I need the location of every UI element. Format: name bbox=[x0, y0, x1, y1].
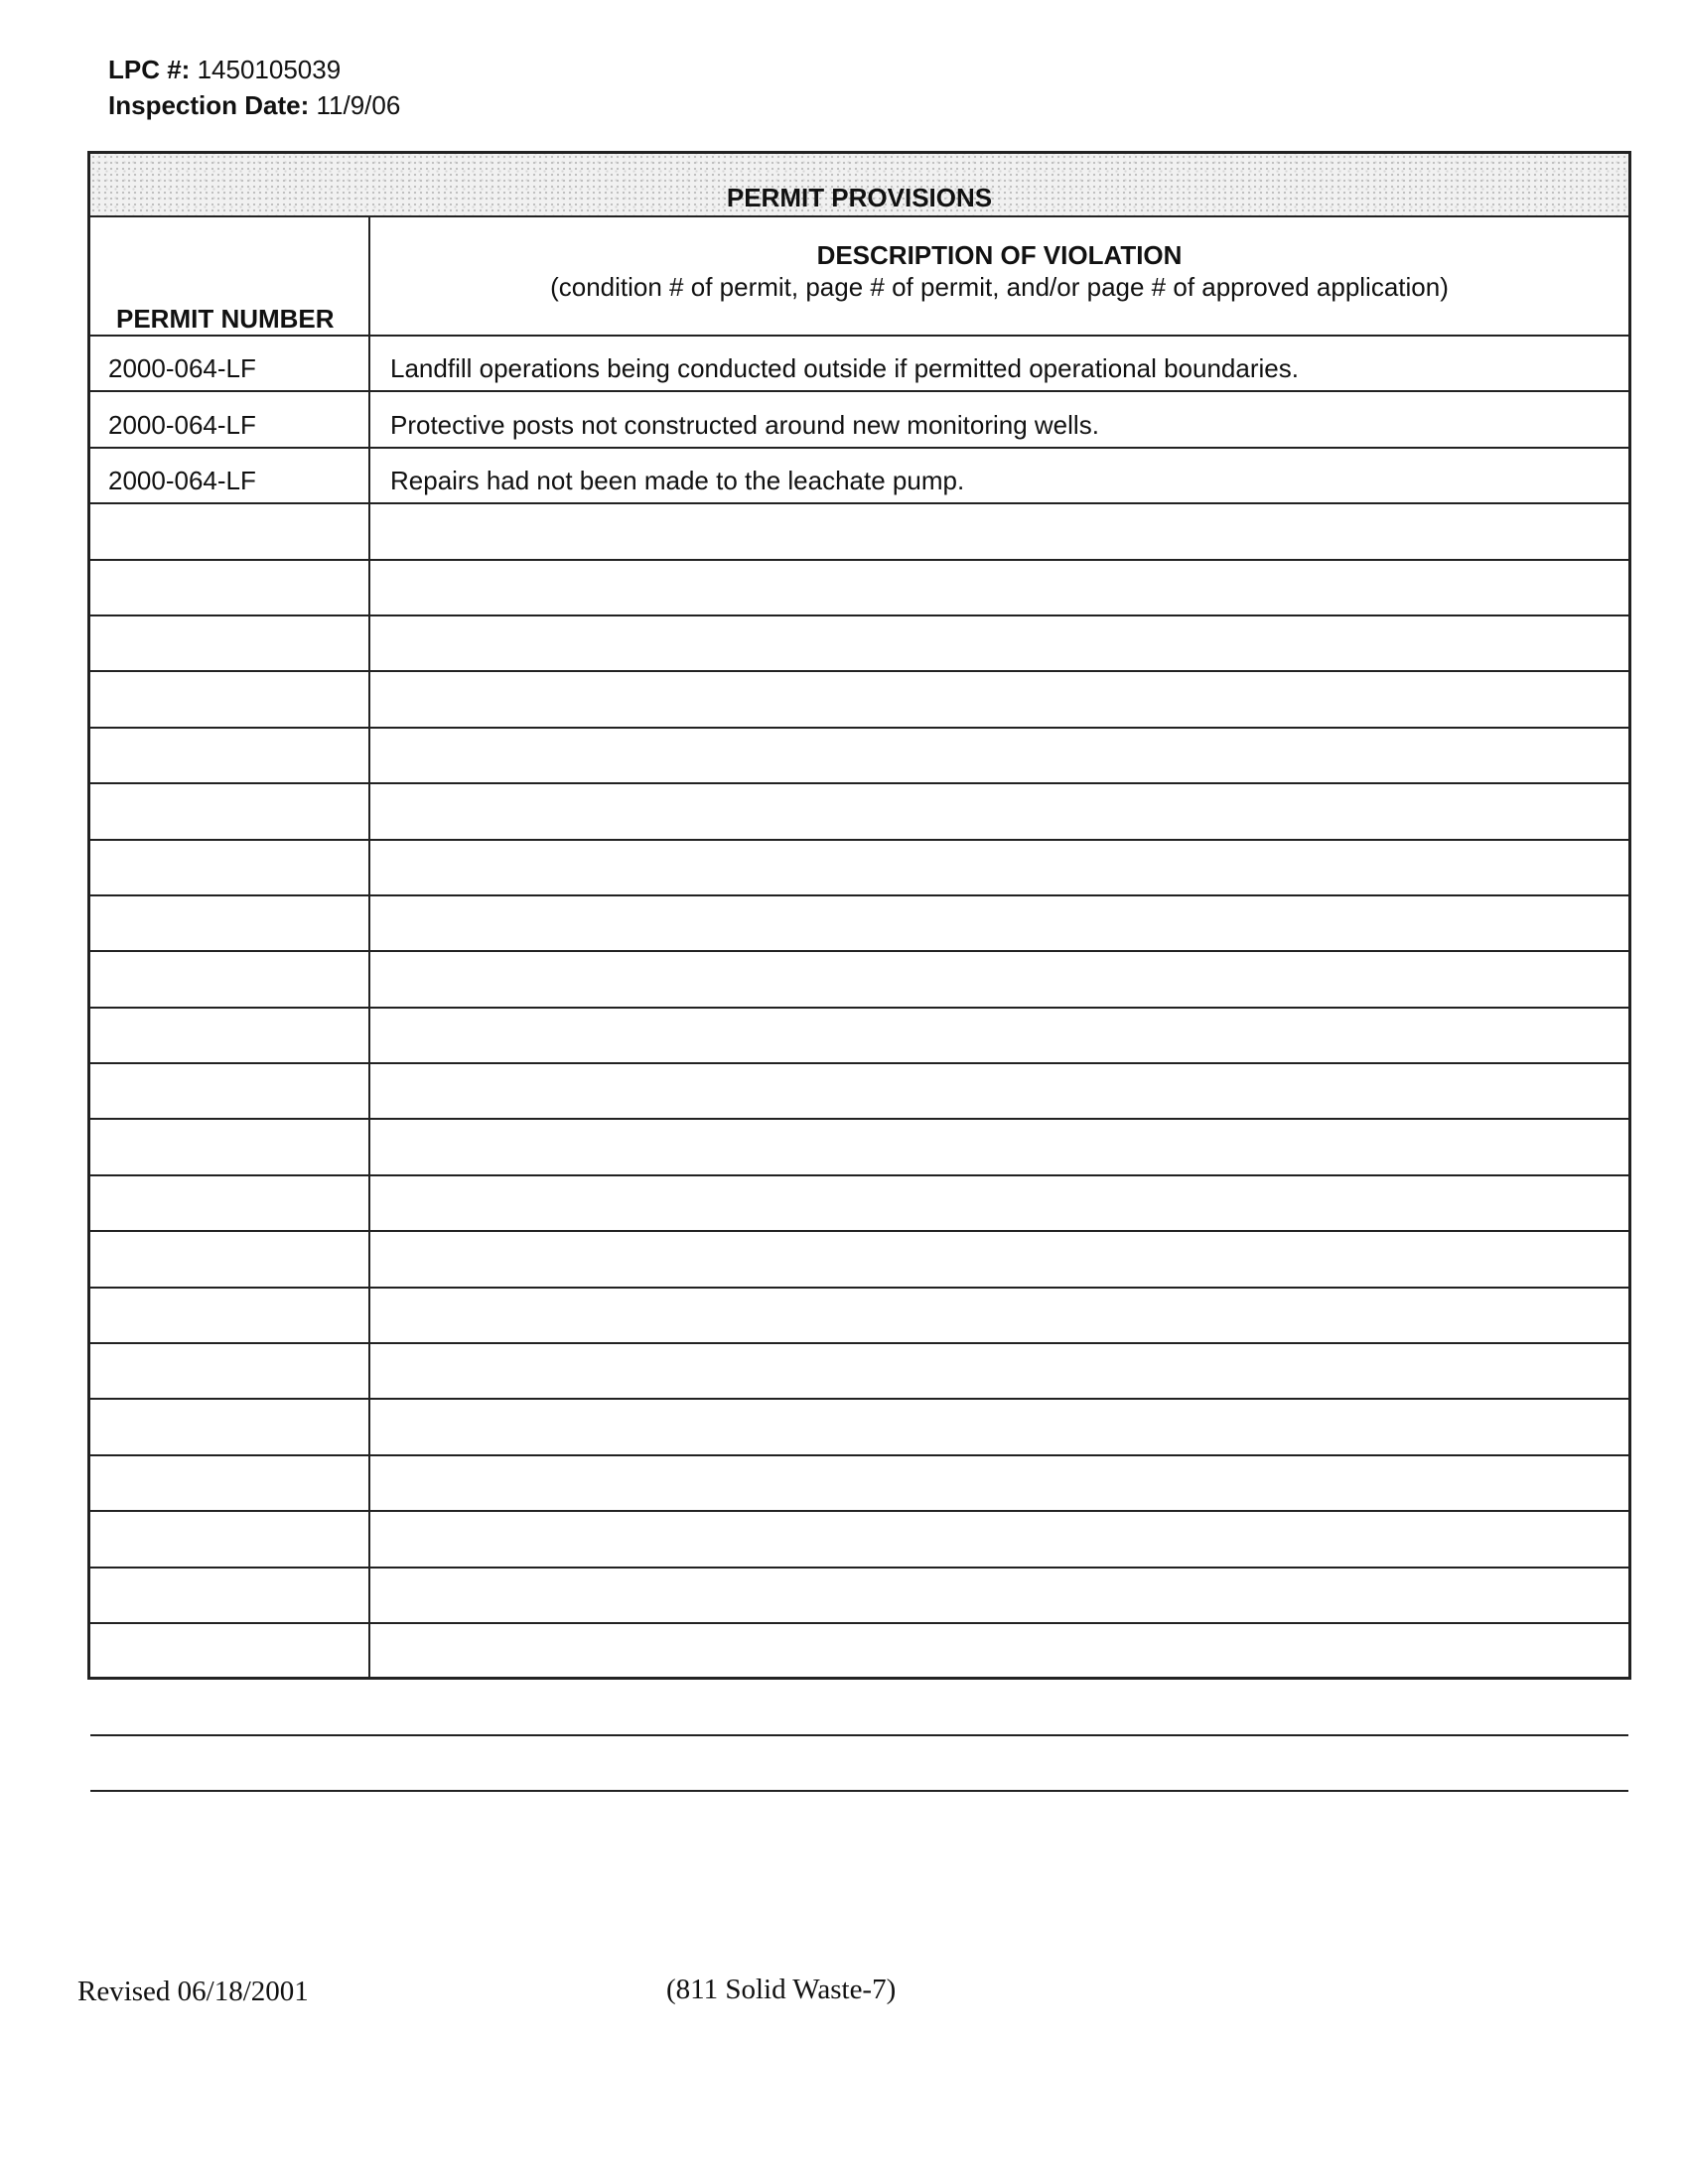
form-code: (811 Solid Waste-7) bbox=[666, 1974, 897, 2005]
inspection-date-value: 11/9/06 bbox=[316, 90, 401, 120]
permit-provisions-table bbox=[87, 151, 1631, 1680]
violation-description-cell: Protective posts not constructed around new monitoring wells. bbox=[390, 409, 1099, 440]
violation-description-cell: Landfill operations being conducted outside if permitted operational boundaries. bbox=[390, 353, 1299, 384]
revised-date: Revised 06/18/2001 bbox=[77, 1976, 309, 2007]
table-row bbox=[90, 729, 1628, 784]
table-row bbox=[90, 1569, 1628, 1624]
table-body bbox=[90, 337, 1628, 1848]
table-row bbox=[90, 1232, 1628, 1288]
table-row bbox=[90, 952, 1628, 1008]
table-row bbox=[90, 1064, 1628, 1120]
table-row bbox=[90, 504, 1628, 560]
table-row bbox=[90, 1009, 1628, 1064]
table-row bbox=[90, 449, 1628, 504]
permit-number-cell: 2000-064-LF bbox=[108, 466, 256, 496]
table-row bbox=[90, 784, 1628, 840]
table-title-band bbox=[90, 154, 1628, 217]
table-row bbox=[90, 1176, 1628, 1232]
table-row bbox=[90, 1400, 1628, 1455]
table-title: PERMIT PROVISIONS bbox=[726, 183, 993, 212]
table-row bbox=[90, 672, 1628, 728]
table-row bbox=[90, 1289, 1628, 1344]
table-row bbox=[90, 1624, 1628, 1680]
permit-number-cell: 2000-064-LF bbox=[108, 353, 256, 384]
table-row bbox=[90, 1792, 1628, 1847]
lpc-line bbox=[108, 52, 400, 87]
permit-number-header: PERMIT NUMBER bbox=[116, 304, 335, 334]
permit-number-cell: 2000-064-LF bbox=[108, 409, 256, 440]
table-row bbox=[90, 1344, 1628, 1400]
permit-number-header-cell bbox=[90, 215, 368, 335]
table-row bbox=[90, 841, 1628, 896]
description-subheader: (condition # of permit, page # of permit, and/or page # of approved application) bbox=[550, 272, 1449, 302]
document-header bbox=[108, 52, 400, 123]
table-row bbox=[90, 616, 1628, 672]
table-row bbox=[90, 1680, 1628, 1735]
table-row bbox=[90, 561, 1628, 616]
table-row bbox=[90, 392, 1628, 448]
table-row bbox=[90, 1736, 1628, 1792]
lpc-value: 1450105039 bbox=[197, 55, 342, 84]
table-row bbox=[90, 896, 1628, 952]
lpc-label: LPC #: bbox=[108, 55, 191, 84]
table-row bbox=[90, 337, 1628, 392]
inspection-date-label: Inspection Date: bbox=[108, 90, 310, 120]
violation-description-cell: Repairs had not been made to the leachate pump. bbox=[390, 466, 965, 496]
table-row bbox=[90, 1456, 1628, 1512]
table-row bbox=[90, 1512, 1628, 1568]
inspection-date-line bbox=[108, 87, 400, 123]
table-row bbox=[90, 1120, 1628, 1175]
description-header-cell bbox=[370, 215, 1628, 335]
description-header: DESCRIPTION OF VIOLATION bbox=[816, 240, 1183, 270]
